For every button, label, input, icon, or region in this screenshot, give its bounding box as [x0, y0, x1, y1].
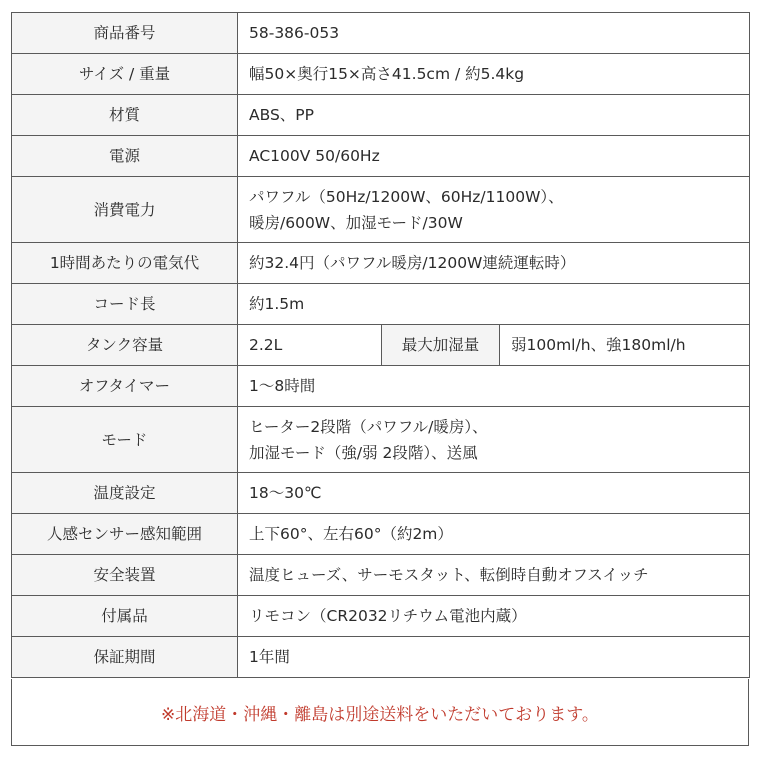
row-label: 1時間あたりの電気代 [12, 243, 238, 284]
row-value: 1〜8時間 [238, 366, 750, 407]
row-label: オフタイマー [12, 366, 238, 407]
row-value: 約1.5m [238, 284, 750, 325]
table-row [12, 54, 750, 95]
row-value [238, 177, 750, 243]
row-label: 消費電力 [12, 177, 238, 243]
table-row [12, 473, 750, 514]
row-value-line: 加湿モード（強/弱 2段階）、送風 [249, 443, 478, 462]
table-row [12, 136, 750, 177]
row-value: AC100V 50/60Hz [238, 136, 750, 177]
row-value-line: パワフル（50Hz/1200W、60Hz/1100W）、 [249, 187, 564, 206]
table-row [12, 13, 750, 54]
row-value: 1年間 [238, 637, 750, 678]
table-row [12, 366, 750, 407]
shipping-notice: ※北海道・沖縄・離島は別途送料をいただいております。 [11, 679, 749, 746]
row-label: 安全装置 [12, 555, 238, 596]
table-row [12, 407, 750, 473]
row-value: 18〜30℃ [238, 473, 750, 514]
row-label: 材質 [12, 95, 238, 136]
table-row [12, 637, 750, 678]
table-row [12, 243, 750, 284]
row-label: モード [12, 407, 238, 473]
row-label: 温度設定 [12, 473, 238, 514]
row-label: 商品番号 [12, 13, 238, 54]
row-label: 付属品 [12, 596, 238, 637]
row-value: 上下60°、左右60°（約2m） [238, 514, 750, 555]
spec-table [11, 12, 750, 678]
table-row [12, 596, 750, 637]
table-row [12, 95, 750, 136]
row-value: 約32.4円（パワフル暖房/1200W連続運転時） [238, 243, 750, 284]
row-label: コード長 [12, 284, 238, 325]
row-label: サイズ / 重量 [12, 54, 238, 95]
row-value: 58-386-053 [238, 13, 750, 54]
row-label: 電源 [12, 136, 238, 177]
row-sub-value: 弱100ml/h、強180ml/h [500, 325, 750, 366]
row-value: ABS、PP [238, 95, 750, 136]
table-row [12, 514, 750, 555]
row-value: 温度ヒューズ、サーモスタット、転倒時自動オフスイッチ [238, 555, 750, 596]
row-label: タンク容量 [12, 325, 238, 366]
row-value-line: 暖房/600W、加湿モード/30W [249, 213, 463, 232]
table-row [12, 325, 750, 366]
row-label: 保証期間 [12, 637, 238, 678]
table-row [12, 555, 750, 596]
row-value: リモコン（CR2032リチウム電池内蔵） [238, 596, 750, 637]
row-value-line: ヒーター2段階（パワフル/暖房）、 [249, 417, 488, 436]
row-value: 幅50×奥行15×高さ41.5cm / 約5.4kg [238, 54, 750, 95]
row-sub-label: 最大加湿量 [382, 325, 500, 366]
row-value [238, 407, 750, 473]
row-value: 2.2L [238, 325, 382, 366]
table-row [12, 284, 750, 325]
row-label: 人感センサー感知範囲 [12, 514, 238, 555]
table-row [12, 177, 750, 243]
